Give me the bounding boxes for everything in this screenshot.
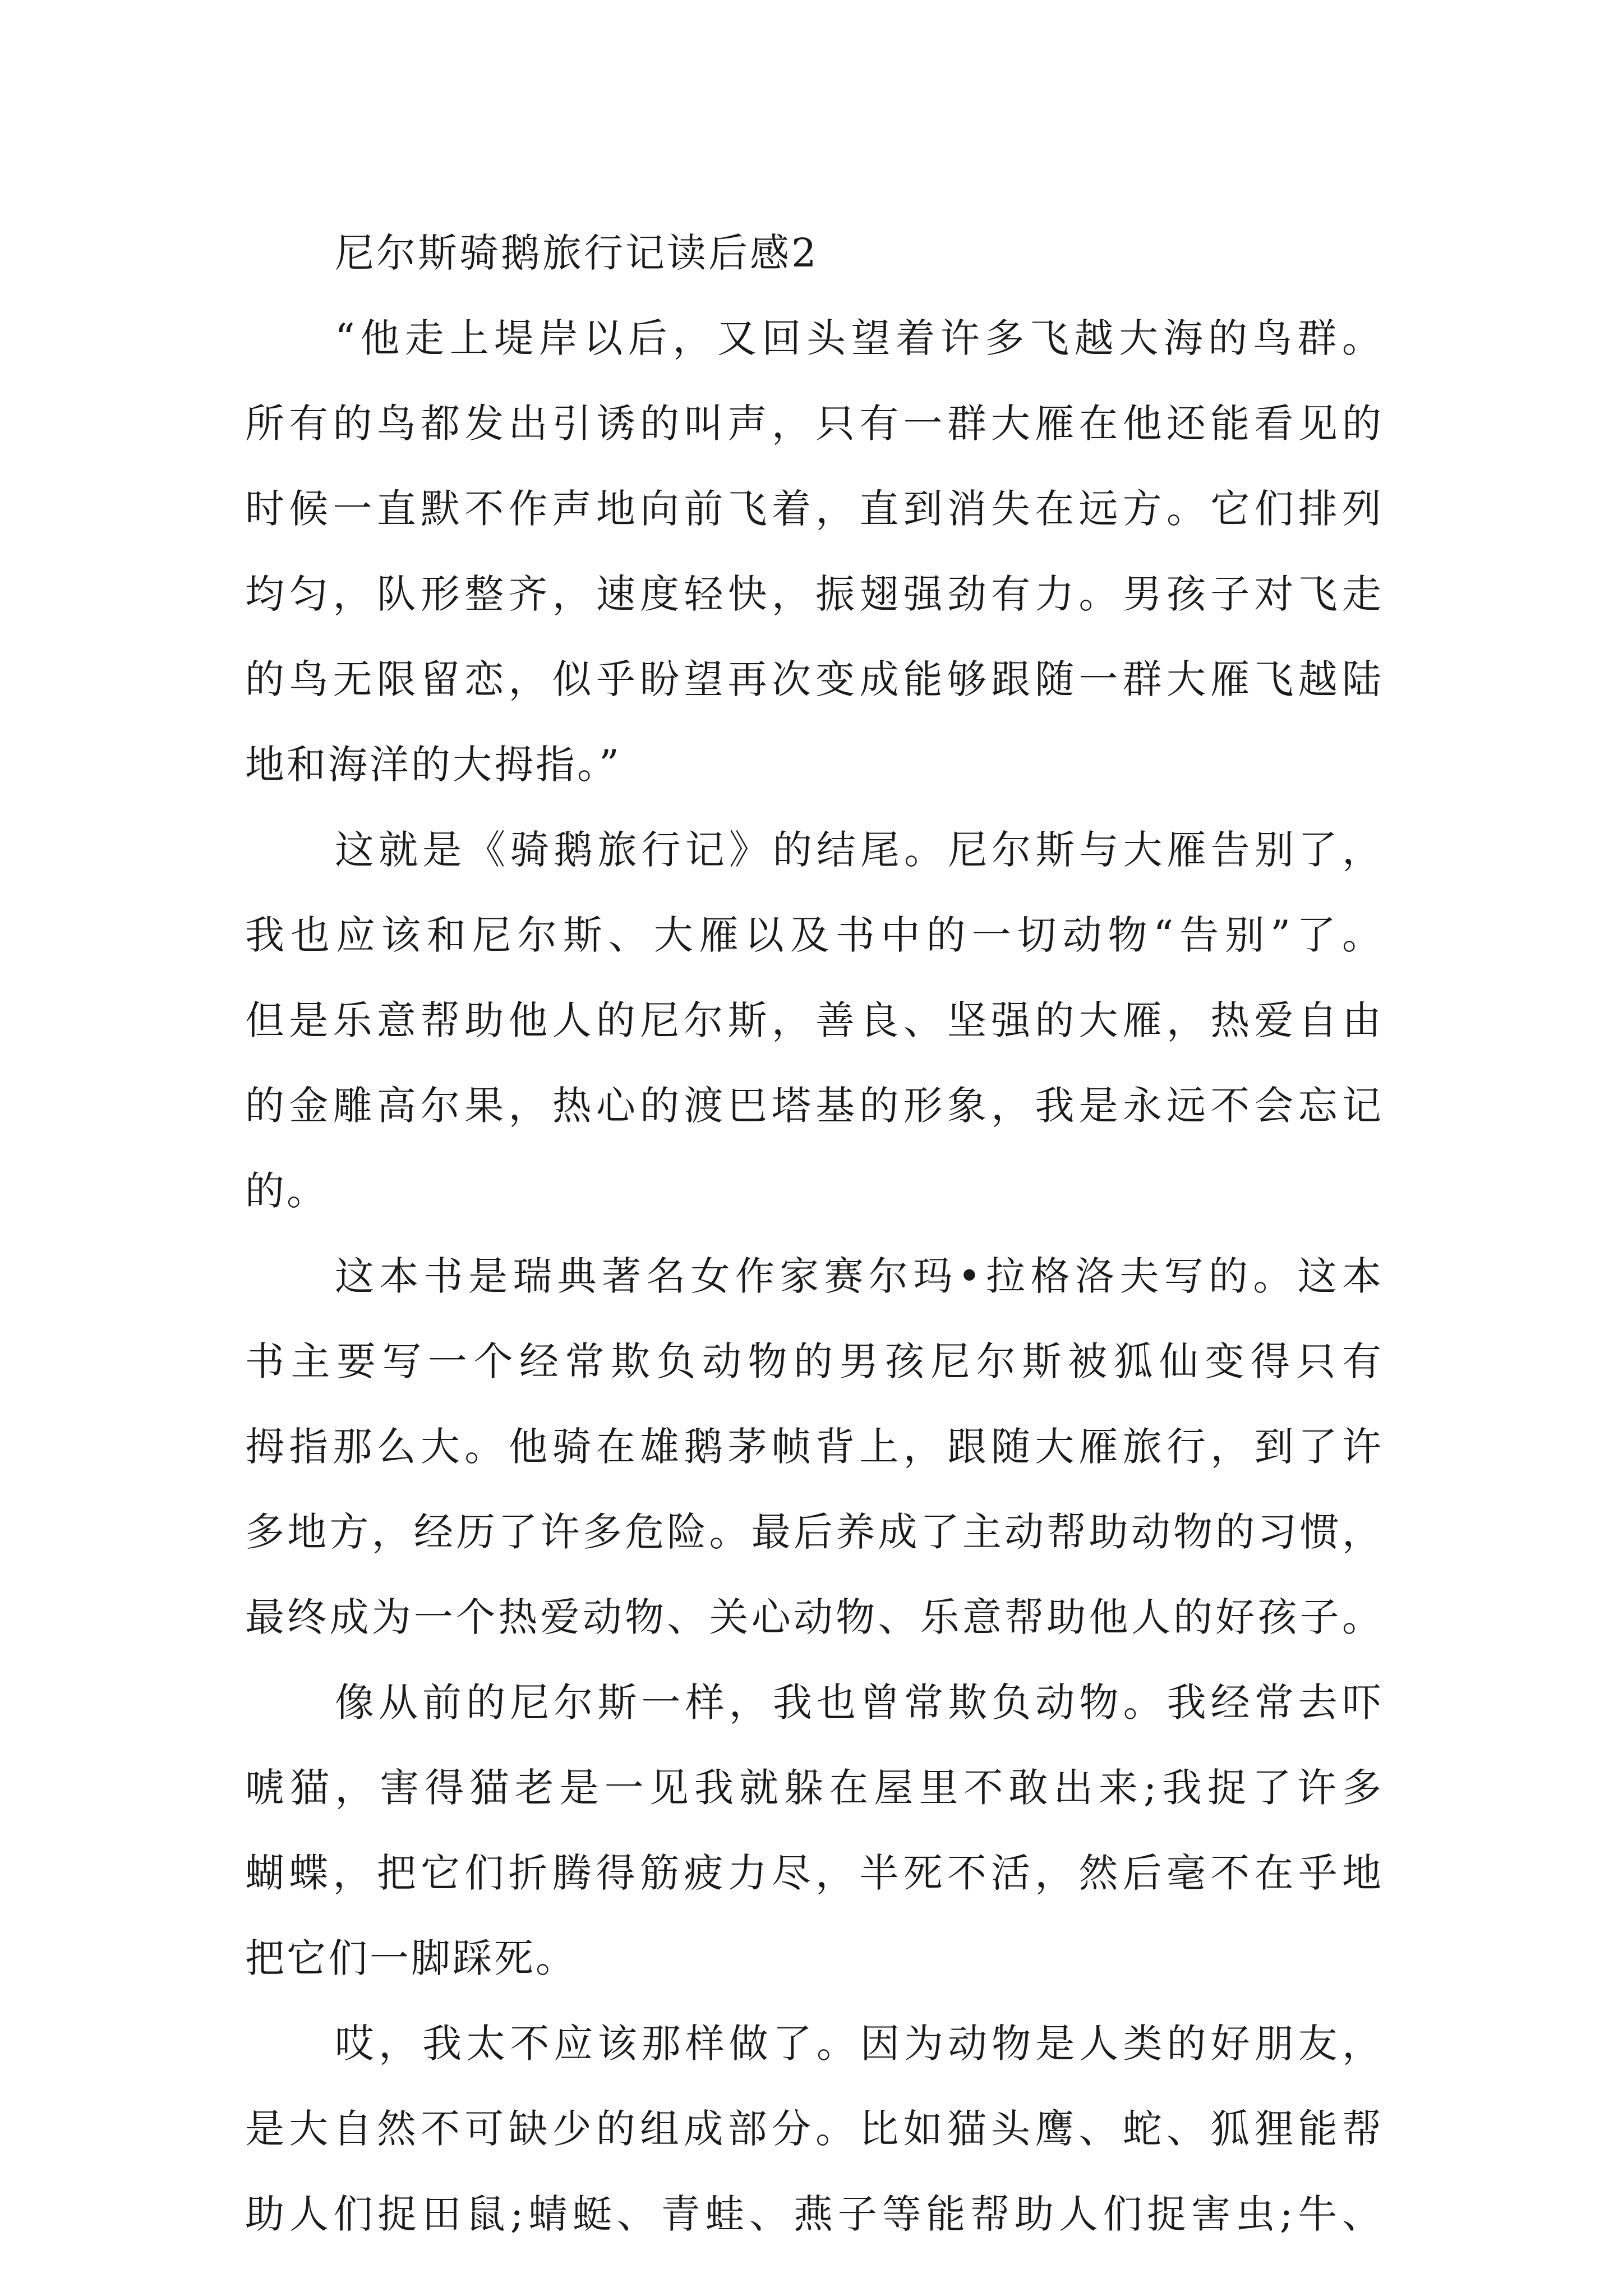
paragraph-line: 我也应该和尼尔斯、大雁以及书中的一切动物“告别”了。 [245,912,1384,958]
paragraph-line: 的。 [245,1168,328,1214]
paragraph-line: 的鸟无限留恋，似乎盼望再次变成能够跟随一群大雁飞越陆 [245,656,1384,702]
paragraph-line: 像从前的尼尔斯一样，我也曾常欺负动物。我经常去吓 [335,1680,1384,1726]
article-body [245,210,1384,2257]
paragraph-line: 把它们一脚踩死。 [245,1935,577,1981]
paragraph-line: 这就是《骑鹅旅行记》的结尾。尼尔斯与大雁告别了， [335,827,1384,873]
paragraph-line: 多地方，经历了许多危险。最后养成了主动帮助动物的习惯， [245,1509,1384,1555]
paragraph-line: 蝴蝶，把它们折腾得筋疲力尽，半死不活，然后毫不在乎地 [245,1850,1384,1896]
paragraph-line: 书主要写一个经常欺负动物的男孩尼尔斯被狐仙变得只有 [245,1338,1384,1384]
paragraph-line: 均匀，队形整齐，速度轻快，振翅强劲有力。男孩子对飞走 [245,571,1384,617]
paragraph-line: 地和海洋的大拇指。” [245,742,621,788]
paragraph-line: 是大自然不可缺少的组成部分。比如猫头鹰、蛇、狐狸能帮 [245,2106,1384,2152]
paragraph-line: 助人们捉田鼠;蜻蜓、青蛙、燕子等能帮助人们捉害虫;牛、 [245,2191,1384,2237]
paragraph-line: 哎，我太不应该那样做了。因为动物是人类的好朋友， [335,2021,1384,2067]
paragraph-line: 最终成为一个热爱动物、关心动物、乐意帮助他人的好孩子。 [245,1594,1384,1640]
paragraph-line: 这本书是瑞典著名女作家赛尔玛•拉格洛夫写的。这本 [335,1253,1384,1299]
paragraph-line: 拇指那么大。他骑在雄鹅茅帧背上，跟随大雁旅行，到了许 [245,1424,1384,1470]
paragraph-line: 时候一直默不作声地向前飞着，直到消失在远方。它们排列 [245,486,1384,532]
article-title: 尼尔斯骑鹅旅行记读后感2 [335,230,819,276]
paragraph-line: 但是乐意帮助他人的尼尔斯，善良、坚强的大雁，热爱自由 [245,997,1384,1043]
paragraph-line: 的金雕高尔果，热心的渡巴塔基的形象，我是永远不会忘记 [245,1083,1384,1129]
paragraph-line: 唬猫，害得猫老是一见我就躲在屋里不敢出来;我捉了许多 [245,1765,1384,1811]
paragraph-line: 所有的鸟都发出引诱的叫声，只有一群大雁在他还能看见的 [245,401,1384,447]
paragraph-line: “他走上堤岸以后，又回头望着许多飞越大海的鸟群。 [335,315,1384,361]
